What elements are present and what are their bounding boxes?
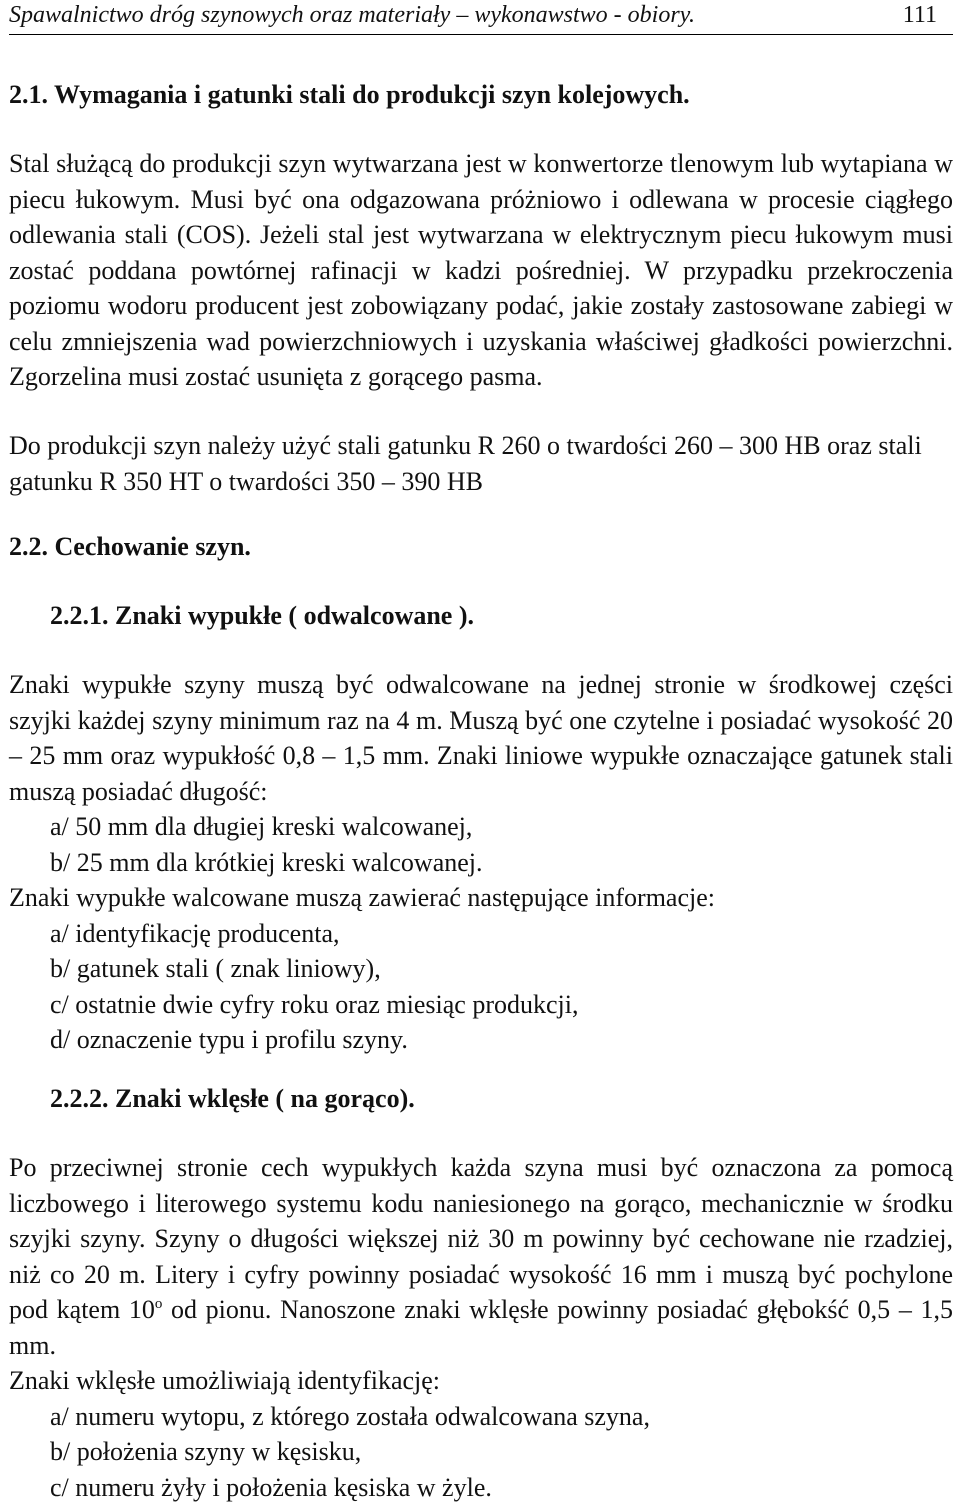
section-2-1-paragraph: Stal służącą do produkcji szyn wytwarzana jest w konwertorze tlenowym lub wytapiana w piecu łukowym. Musi być ona odgazowana próżniowo i odlewana w procesie ciągłego odlewania stali (COS). Jeżeli stal jest wytwarzana w elektrycznym piecu łukowym musi zostać poddana powtórnej rafinacji w kadzi pośredniej. W przypadku przekroczenia poziomu wodoru producent jest zobowiązany podać, jakie zostały zastosowane zabiegi w celu zmniejszenia wad powierzchniowych i uzyskania właściwej gładkości powierzchni. Zgorzelina musi zostać usunięta z gorącego pasma.: [9, 146, 953, 395]
section-2-2-2-body: [9, 1150, 953, 1505]
list-item: b/ położenia szyny w kęsisku,: [50, 1434, 953, 1470]
section-2-2-2-paragraph: [9, 1150, 953, 1363]
info-list: [9, 916, 953, 1058]
list-item: a/ 50 mm dla długiej kreski walcowanej,: [50, 809, 953, 845]
list-item: a/ identyfikację producenta,: [50, 916, 953, 952]
section-2-2-1-paragraph: Znaki wypukłe szyny muszą być odwalcowane na jednej stronie w środkowej części szyjki każdej szyny minimum raz na 4 m. Muszą być one czytelne i posiadać wysokość 20 – 25 mm oraz wypukłość 0,8 – 1,5 mm. Znaki liniowe wypukłe oznaczające gatunek stali muszą posiadać długość:: [9, 667, 953, 809]
list-item: c/ ostatnie dwie cyfry roku oraz miesiąc produkcji,: [50, 987, 953, 1023]
degree-superscript: o: [155, 1296, 163, 1312]
list-item: c/ numeru żyły i położenia kęsiska w żyle.: [50, 1470, 953, 1505]
list-item: d/ oznaczenie typu i profilu szyny.: [50, 1022, 953, 1058]
list-item: b/ gatunek stali ( znak liniowy),: [50, 951, 953, 987]
section-2-1-heading: 2.1. Wymagania i gatunki stali do produkcji szyn kolejowych.: [9, 80, 953, 110]
running-header: [9, 0, 953, 35]
list-item: a/ numeru wytopu, z którego została odwalcowana szyna,: [50, 1399, 953, 1435]
section-2-2-2-heading: 2.2.2. Znaki wklęsłe ( na gorąco).: [50, 1084, 960, 1114]
paragraph-text: Po przeciwnej stronie cech wypukłych każda szyna musi być oznaczona za pomocą liczbowego i literowego systemu kodu naniesionego na gorąco, mechanicznie w środku szyjki szyny. Szyny o długości większej niż 30 m powinny być cechowane nie rzadziej, niż co 20 m. Litery i cyfry powinny posiadać wysokość 16 mm i muszą być pochylone pod kątem 10: [9, 1153, 953, 1324]
paragraph-text: od pionu. Nanoszone znaki wklęsłe powinny posiadać głębokść 0,5 – 1,5 mm.: [9, 1295, 953, 1360]
info-intro: Znaki wypukłe walcowane muszą zawierać następujące informacje:: [9, 880, 953, 916]
section-2-2-heading: 2.2. Cechowanie szyn.: [9, 532, 953, 562]
ident-list: [9, 1399, 953, 1505]
ident-intro: Znaki wklęsłe umożliwiają identyfikację:: [9, 1363, 953, 1399]
length-list: [9, 809, 953, 880]
section-2-1-steel-grades: Do produkcji szyn należy użyć stali gatunku R 260 o twardości 260 – 300 HB oraz stali gatunku R 350 HT o twardości 350 – 390 HB: [9, 428, 953, 499]
list-item: b/ 25 mm dla krótkiej kreski walcowanej.: [50, 845, 953, 881]
header-title: Spawalnictwo dróg szynowych oraz materiały – wykonawstwo - obiory.: [9, 2, 695, 29]
page-number: 111: [903, 2, 937, 29]
section-2-2-1-body: [9, 667, 953, 1058]
section-2-2-1-heading: 2.2.1. Znaki wypukłe ( odwalcowane ).: [50, 601, 960, 631]
